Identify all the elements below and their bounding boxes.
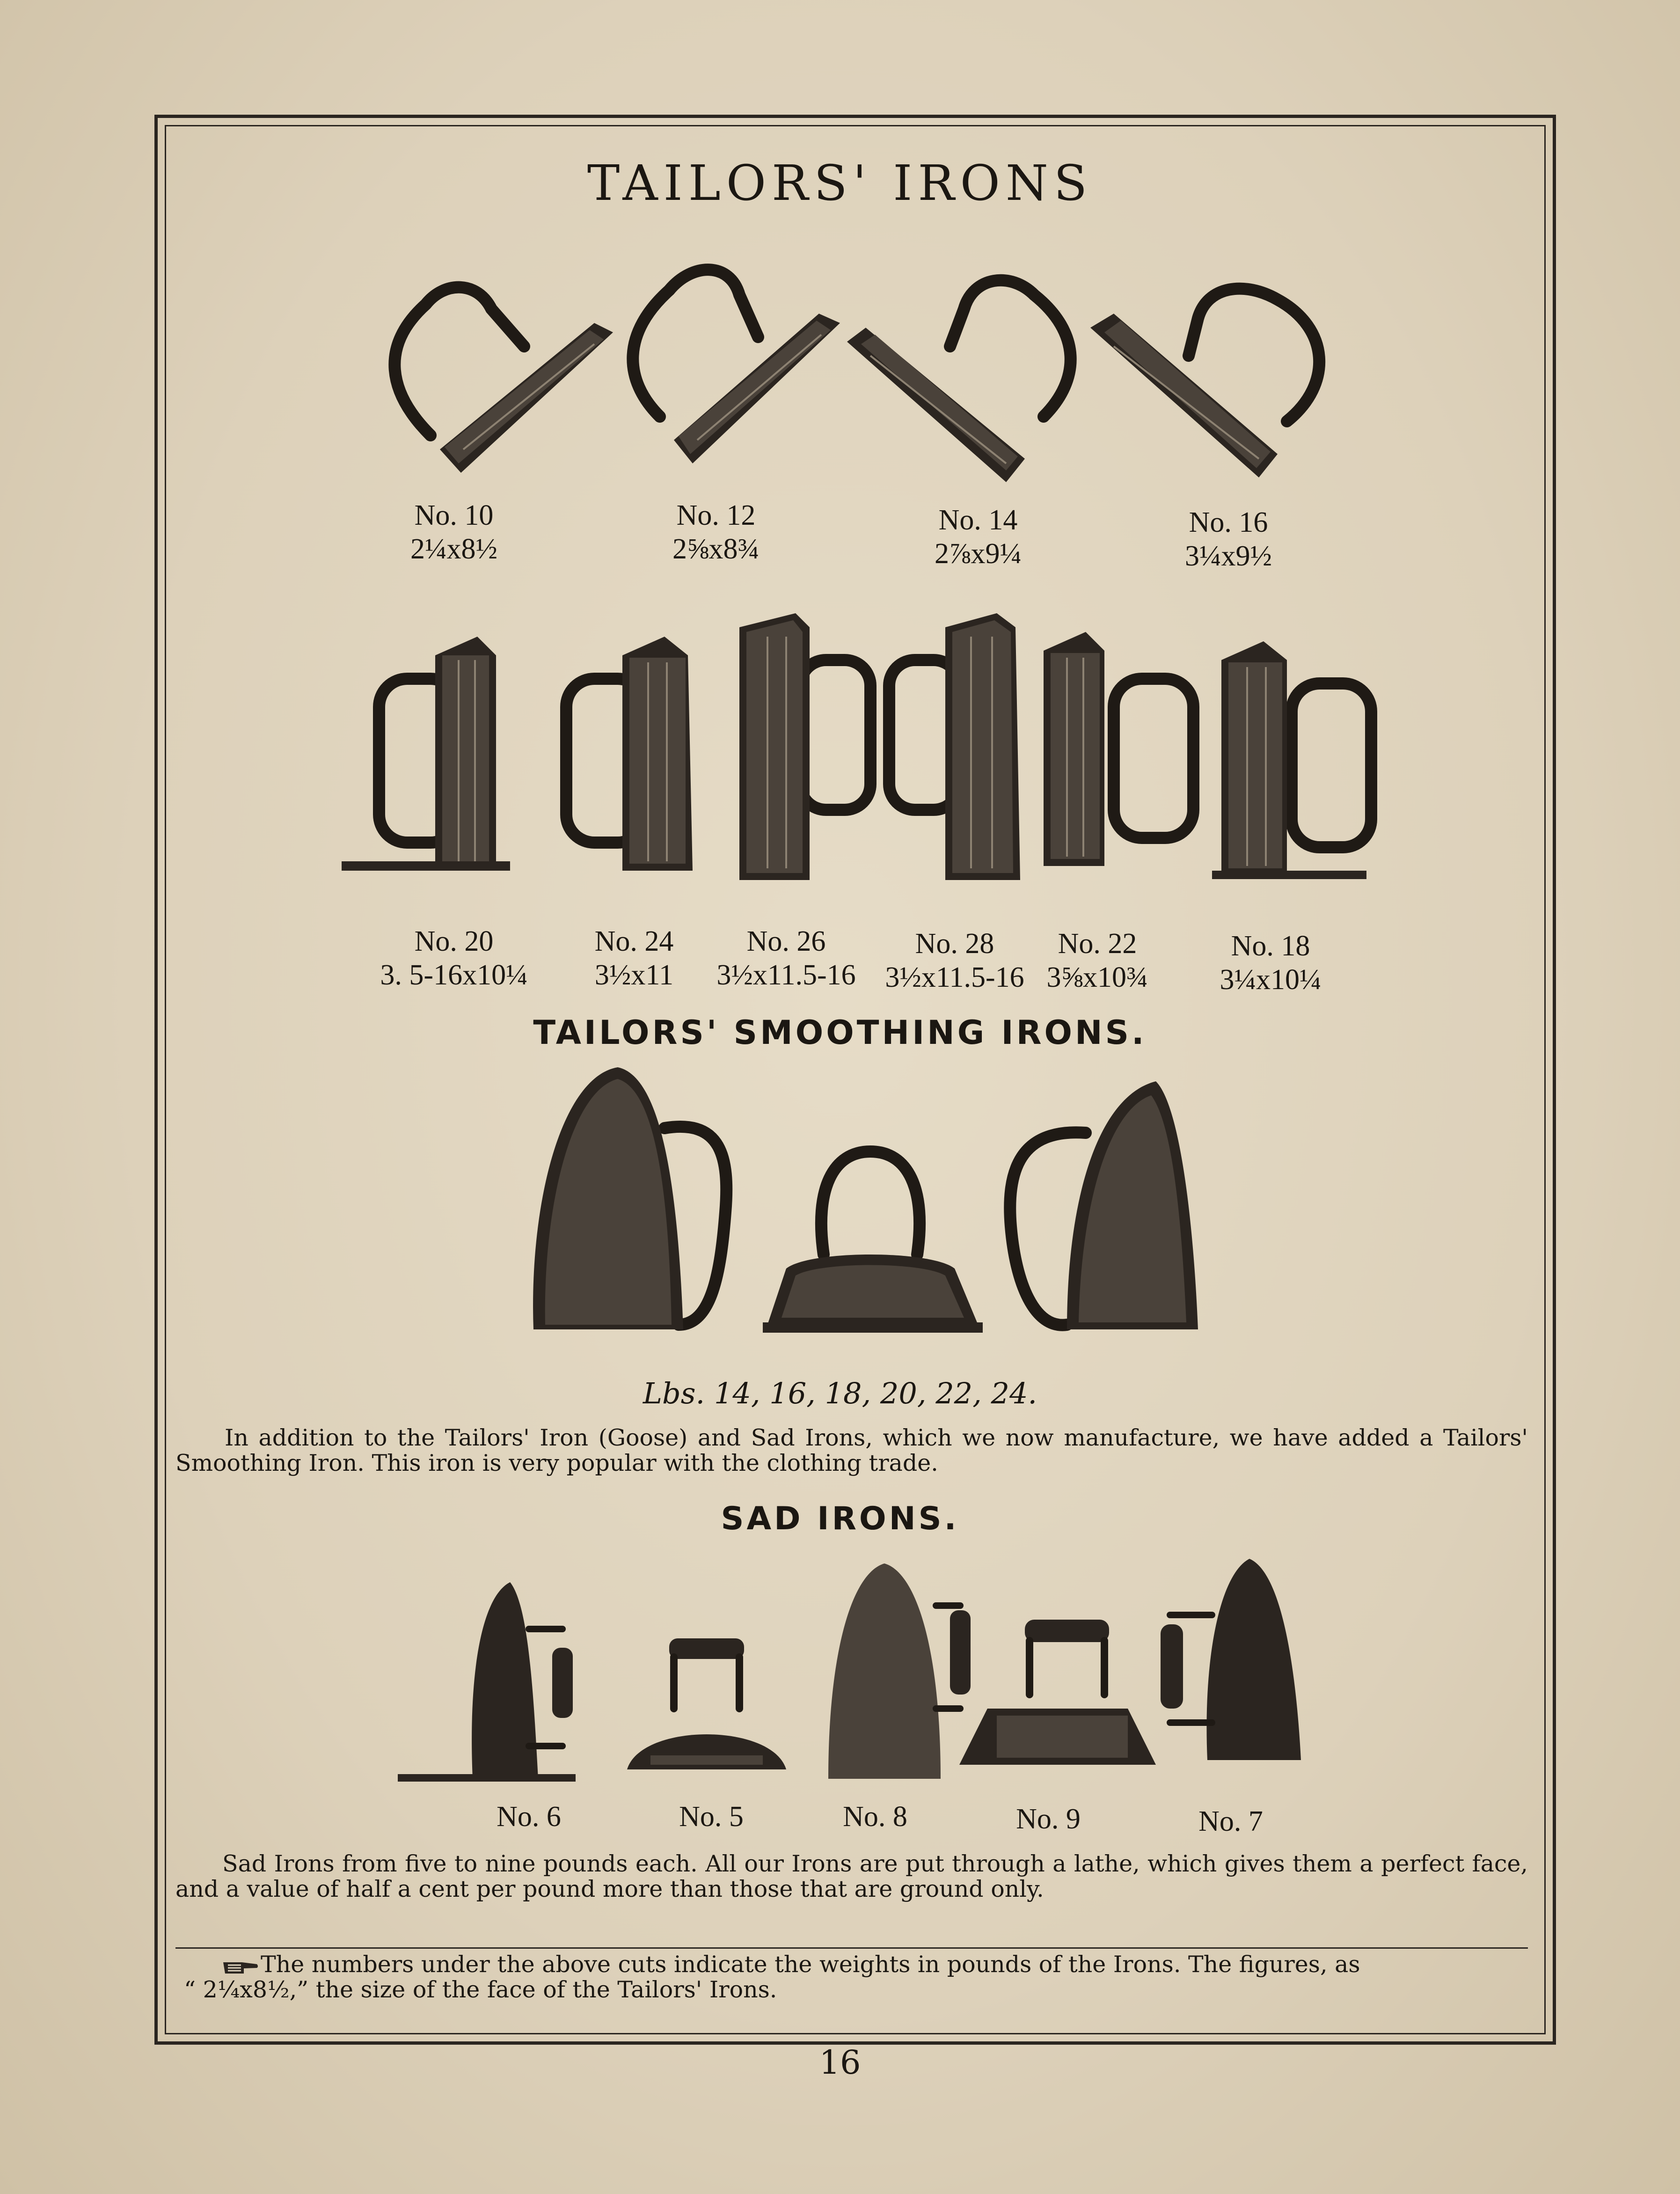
goose-iron-no16-illustration <box>1081 262 1343 496</box>
item-size: 2⅝x8¾ <box>672 533 760 565</box>
item-size: 2⅞x9¼ <box>935 538 1022 570</box>
item-number: No. 18 <box>1231 930 1310 962</box>
smoothing-iron-upright-illustration <box>524 1063 749 1334</box>
tailors-iron-no24-illustration <box>552 627 725 889</box>
tailors-iron-no26-illustration <box>730 609 884 889</box>
iron-label-no12 <box>655 499 777 566</box>
tailors-iron-no18-illustration <box>1212 632 1390 894</box>
item-number: No. 12 <box>676 499 756 531</box>
tailors-iron-no20-illustration <box>342 627 538 889</box>
item-number: No. 20 <box>414 925 494 957</box>
page-number: 16 <box>819 2043 861 2082</box>
item-number: No. 26 <box>746 925 826 957</box>
item-number: No. 28 <box>915 928 994 960</box>
item-size: 3⅝x10¾ <box>1046 961 1148 993</box>
footnote-divider <box>175 1947 1528 1951</box>
sad-iron-label-no8: No. 8 <box>843 1801 907 1833</box>
sad-iron-no7-illustration <box>1156 1554 1324 1769</box>
item-number: No. 14 <box>938 504 1018 536</box>
sad-irons-description: Sad Irons from five to nine pounds each. All our Irons are put through a lathe, which gives them a perfect face, and a value of half a cent per pound more than those that are ground only. <box>175 1850 1528 1902</box>
sad-irons-heading: SAD IRONS. <box>721 1500 959 1537</box>
iron-label-no22 <box>1039 927 1156 994</box>
sad-iron-label-no9: No. 9 <box>1016 1803 1081 1835</box>
smoothing-iron-side-illustration <box>992 1077 1207 1339</box>
item-size: 3½x11.5-16 <box>716 959 856 991</box>
sad-iron-label-no6: No. 6 <box>497 1801 561 1833</box>
item-size: 3¼x9½ <box>1185 540 1272 572</box>
iron-label-no28 <box>875 927 1034 994</box>
goose-iron-no12-illustration <box>608 243 852 487</box>
iron-label-no14 <box>917 503 1039 571</box>
iron-label-no26 <box>707 925 866 992</box>
footnote-line-2: “ 2¼x8½,” the size of the face of the Tailors' Irons. <box>184 1976 777 2003</box>
item-size: 3¼x10¼ <box>1220 964 1322 996</box>
iron-label-no10 <box>393 499 515 566</box>
goose-iron-no14-illustration <box>838 262 1100 496</box>
item-size: 3½x11.5-16 <box>885 961 1024 993</box>
sad-iron-no6-illustration <box>398 1578 576 1783</box>
item-number: No. 16 <box>1189 506 1268 538</box>
footnote-line-1: The numbers under the above cuts indicate the weights in pounds of the Irons. The figures, as <box>261 1951 1360 1978</box>
smoothing-irons-weights: Lbs. 14, 16, 18, 20, 22, 24. <box>643 1376 1037 1410</box>
pointing-hand-icon <box>222 1958 259 1975</box>
item-size: 3. 5-16x10¼ <box>380 959 528 991</box>
iron-label-no20 <box>374 925 533 992</box>
page-title: TAILORS' IRONS <box>587 154 1093 212</box>
iron-label-no24 <box>576 925 693 992</box>
item-number: No. 24 <box>594 925 674 957</box>
item-size: 2¼x8½ <box>410 533 497 565</box>
tailors-iron-no22-illustration <box>1034 623 1212 885</box>
sad-iron-label-no7: No. 7 <box>1198 1805 1263 1837</box>
iron-label-no16 <box>1168 506 1289 573</box>
item-number: No. 10 <box>414 499 494 531</box>
footnote <box>175 1952 1528 2003</box>
item-size: 3½x11 <box>594 959 674 991</box>
item-number: No. 22 <box>1058 928 1137 960</box>
sad-iron-no5-illustration <box>622 1629 791 1783</box>
tailors-iron-no28-illustration <box>880 609 1034 889</box>
sad-iron-label-no5: No. 5 <box>679 1801 744 1833</box>
goose-iron-no10-illustration <box>370 253 632 496</box>
smoothing-irons-description: In addition to the Tailors' Iron (Goose) and Sad Irons, which we now manufacture, we have added a Tailors' Smoothing Iron. This iron is very popular with the clothing trade. <box>175 1424 1528 1476</box>
iron-label-no18 <box>1212 929 1329 997</box>
sad-iron-no9-illustration <box>955 1615 1161 1774</box>
smoothing-iron-flat-illustration <box>753 1133 987 1339</box>
smoothing-irons-heading: TAILORS' SMOOTHING IRONS. <box>533 1013 1147 1052</box>
